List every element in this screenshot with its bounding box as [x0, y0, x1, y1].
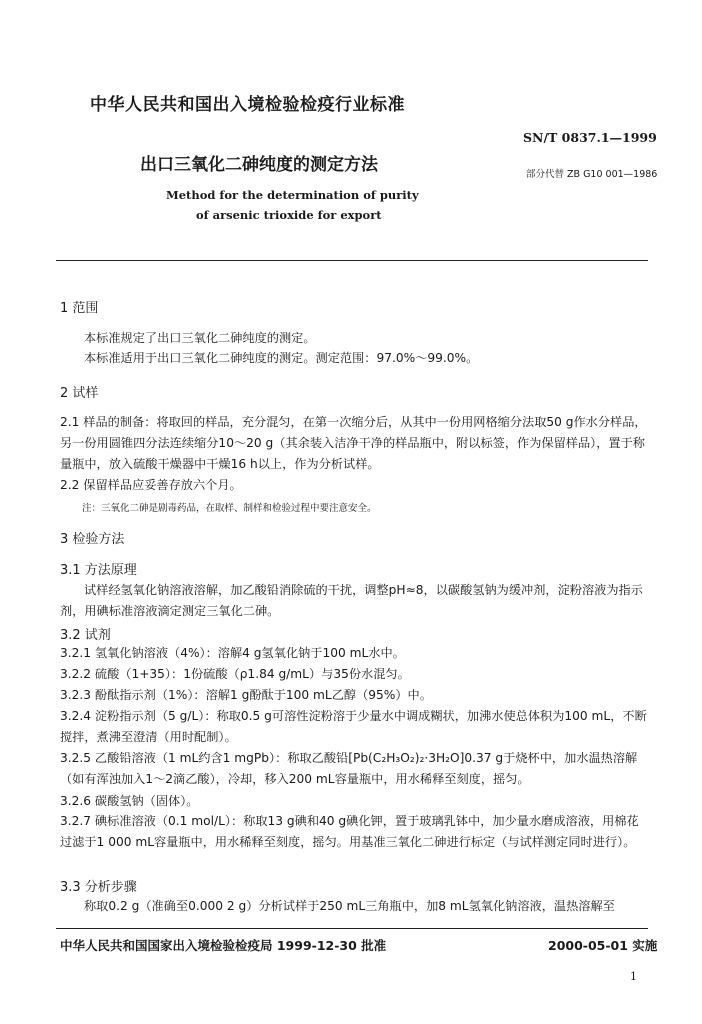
standard-number: SN/T 0837.1—1999 — [523, 130, 657, 145]
clause-2-1: 2.1 样品的制备：将取回的样品，充分混匀，在第一次缩分后，从其中一份用网格缩分法取50 g作水分样品，另一份用圆锥四分法连续缩分10～20 g（其余装入洁净干净的样品瓶中，附以标签，作为保留样品），置于称量瓶中，放入硫酸干燥器中干燥16 h以上，作为分析试样。 — [60, 415, 647, 471]
document-title: 出口三氧化二砷纯度的测定方法 — [140, 155, 378, 175]
scope-paragraph-1: 本标准规定了出口三氧化二砷纯度的测定。 — [84, 331, 316, 345]
footer-divider — [56, 928, 648, 929]
effective-date: 2000-05-01 实施 — [548, 938, 658, 953]
scope-paragraph-2: 本标准适用于出口三氧化二砷纯度的测定。测定范围：97.0%～99.0%。 — [84, 351, 479, 365]
replaces-note: 部分代替 ZB G10 001—1986 — [526, 169, 658, 180]
clause-3-2-6: 3.2.6 碳酸氢钠（固体）。 — [60, 794, 199, 808]
section-1-heading: 1 范围 — [60, 301, 99, 316]
safety-note: 注：三氧化二砷是剧毒药品，在取样、制样和检验过程中要注意安全。 — [82, 503, 377, 514]
clause-3-2-5: 3.2.5 乙酸铅溶液（1 mL约含1 mgPb）：称取乙酸铅[Pb(C₂H₃O₂)₂·3H₂O]0.37 g于烧杯中，加水温热溶解（如有浑浊加入1～2滴乙酸），冷却，移入200 mL容量瓶中，用水稀释至刻度，摇匀。 — [60, 751, 638, 786]
approval-statement: 中华人民共和国国家出入境检验检疫局 1999-12-30 批准 — [60, 938, 387, 953]
english-title-line-2: of arsenic trioxide for export — [196, 208, 382, 222]
clause-3-3-heading: 3.3 分析步骤 — [60, 880, 137, 895]
issuing-org-title: 中华人民共和国出入境检验检疫行业标准 — [90, 95, 405, 115]
clause-3-2-2: 3.2.2 硫酸（1+35）：1份硫酸（ρ1.84 g/mL）与35份水混匀。 — [60, 667, 410, 681]
page-number: 1 — [630, 970, 637, 983]
clause-3-2-heading: 3.2 试剂 — [60, 628, 111, 643]
method-principle-paragraph: 试样经氢氧化钠溶液溶解，加乙酸铅消除硫的干扰，调整pH≈8，以碳酸氢钠为缓冲剂，淀粉溶液为指示剂，用碘标准溶液滴定测定三氧化二砷。 — [60, 583, 643, 618]
clause-3-2-4: 3.2.4 淀粉指示剂（5 g/L）：称取0.5 g可溶性淀粉溶于少量水中调成糊状，加沸水使总体积为100 mL，不断搅拌，煮沸至澄清（用时配制）。 — [60, 709, 647, 744]
english-title-line-1: Method for the determination of purity — [166, 188, 419, 202]
section-2-heading: 2 试样 — [60, 386, 99, 401]
clause-3-2-1: 3.2.1 氢氧化钠溶液（4%）：溶解4 g氢氧化钠于100 mL水中。 — [60, 646, 405, 660]
analysis-procedure-paragraph: 称取0.2 g（准确至0.000 2 g）分析试样于250 mL三角瓶中，加8 mL氢氧化钠溶液，温热溶解至 — [84, 899, 615, 913]
clause-2-2: 2.2 保留样品应妥善存放六个月。 — [60, 478, 242, 492]
clause-3-2-3: 3.2.3 酚酞指示剂（1%）：溶解1 g酚酞于100 mL乙醇（95%）中。 — [60, 688, 432, 702]
header-divider — [56, 260, 648, 261]
clause-3-2-7: 3.2.7 碘标准溶液（0.1 mol/L）：称取13 g碘和40 g碘化钾，置于玻璃乳钵中，加少量水磨成溶液，用棉花过滤于1 000 mL容量瓶中，用水稀释至刻度，摇匀。用基准三氧化二砷进行标定（与试样测定同时进行）。 — [60, 814, 639, 849]
clause-3-1-heading: 3.1 方法原理 — [60, 563, 137, 578]
section-3-heading: 3 检验方法 — [60, 532, 125, 547]
